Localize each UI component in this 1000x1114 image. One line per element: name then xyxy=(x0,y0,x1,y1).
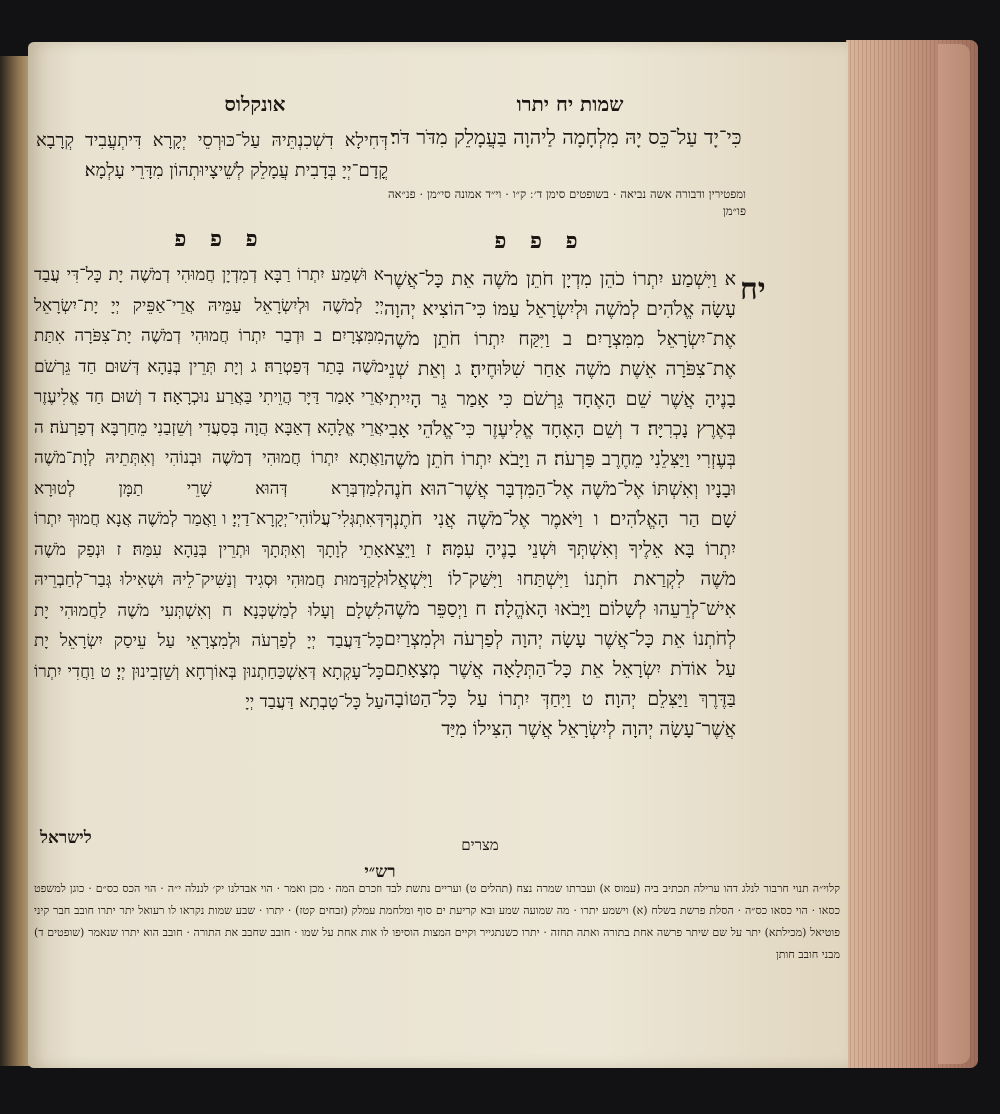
chapter-number: יח xyxy=(740,272,766,307)
top-verse-targum: דְּחִילָא דִשְׁכִנְתֵּיהּ עַל־כּוּרְסֵי יְקָרָא דִּיתְעֲבִיד קְרָבָא קֳדָם־יְיָ בְּדָבִית עֲמָלֵק לְשֵׁיצָיוּתְהוֹן מִדָּרֵי עָלְמָא׃ xyxy=(36,130,388,181)
top-verse-hebrew: כִּי־יָד עַל־כֵּס יָהּ מִלְחָמָה לַיהוָה בַּעֲמָלֵק מִדֹּר דֹּר׃ xyxy=(390,125,742,149)
running-header-left: אונקלוס xyxy=(224,92,286,116)
main-targum-column: א וּשְׁמַע יִתְרוֹ רַבָּא דְמִדְיָן חֲמוּהִי דְמֹשֶׁה יָת כָּל־דִּי עֲבַד יְיָ לְמֹשֶׁה וּלְיִשְׂרָאֵל עַמֵּיהּ אֲרֵי־אַפֵּיק יְיָ יָת־יִשְׂרָאֵל מִמִּצְרָיִם׃ ב וּדְבַר יִתְרוֹ חֲמוּהִי דְמֹשֶׁה יָת־צִפֹּרָה אִתַּת מֹשֶׁה בָּתַר דְּפַטְרַהּ׃ ג וְיָת תְּרֵין בְּנַהָא דְּשׁוּם חַד גֵּרְשֹׁם אֲרֵי אָמַר דַּיָּר הֲוֵיתִי בַּאֲרַע נוּכְרָאָה׃ ד וְשׁוּם חַד אֱלִיעֶזֶר אֲרֵי אֱלָהָא דְאַבָּא הֲוָה בְּסַעֲדִי וְשֵׁזְבַנִי מֵחַרְבָּא דְפַרְעֹה׃ ה וַאֲתָא יִתְרוֹ חֲמוּהִי דְמֹשֶׁה וּבְנוֹהִי וְאִתְּתֵיהּ לְוָת־מֹשֶׁה לְמַדְבְּרָא דְּהוּא שָׁרֵי תַמָּן לְטוּרָא דְּאִתְגְּלִי־עֲלוֹהִי־יְקָרָא־דַיְיָ׃ ו וַאֲמַר לְמֹשֶׁה אֲנָא חֲמוּךְ יִתְרוֹ אָתֵי לְוָתָךְ וְאִתְּתָךְ וּתְרֵין בְּנַהָא עִמַּהּ׃ ז וּנְפַק מֹשֶׁה לְקַדָּמוּת חֲמוּהִי וּסְגִיד וְנַשִּׁיק־לֵיהּ וּשְׁאִילוּ גְּבַר־לְחַבְרֵיהּ לִשְׁלָם וְעָלוּ לְמַשְׁכְּנָא׃ ח וְאִשְׁתְּעִי מֹשֶׁה לַחֲמוּהִי יָת כָּל־דַּעֲבַד יְיָ לְפַרְעֹה וּלְמִצְרָאֵי עַל עֵיסַק יִשְׂרָאֵל יָת כָּל־עָקְתָא דְּאַשְׁכַּחַתְנוּן בְּאוֹרְחָא וְשֵׁזְבִינוּן יְיָ׃ ט וַחֲדִי יִתְרוֹ עַל כָּל־טָבְתָא דַּעֲבַד יְיָ xyxy=(34,265,384,712)
left-page-edge xyxy=(0,56,30,1066)
catchword-left: לישראל xyxy=(40,828,92,848)
separator-right: פ פ פ xyxy=(494,228,586,254)
separator-left: פ פ פ xyxy=(174,226,266,252)
catchword-right: מצרים xyxy=(461,836,499,854)
haftara-note xyxy=(388,186,746,220)
fore-edge-inner xyxy=(938,44,970,1064)
rashi-title: רש״י xyxy=(364,862,396,882)
rashi-commentary: קלוי״ה תנוי חר‏בור לנלג דהו ערילה תכתיב ביה (עמוס א) ועברתו שמרה נצח (תהלים ט) ועריים נתשת לבד וזכרם המה · מכן ואמר · הוי אבדלנו יק׳ לננלה י״ה · הוי הכס כס״ם · כוגן למשפט כסאו · הוי כסאו כס״ה · הסלת פרשת בשלח (א) וישמע יתרו · מה שמועה שמע ובא קריעת ים סוף ומלחמת עמלק (זבחים קטז) · יתרו · שבע שמות נקראו לו רעואל יתר יתרו חובב חבר קיני פוטיאל (מכילתא) יתר על שם שיתר פרשה אחת בתורה ואתה תחזה · יתרו כשנתגייר וקיים המצות הוסיפו לו אות אחת על שמו · חובב שחבב את התורה · חובב הוא יתרו שנאמר (שופטים ד) מבני חובב חותן xyxy=(34,882,840,961)
main-hebrew-column: א וַיִּשְׁמַע יִתְרוֹ כֹהֵן מִדְיָן חֹתֵן מֹשֶׁה אֵת כָּל־אֲשֶׁר עָשָׂה אֱלֹהִים לְמֹשֶׁה וּלְיִשְׂרָאֵל עַמּוֹ כִּי־הוֹצִיא יְהוָה אֶת־יִשְׂרָאֵל מִמִּצְרָיִם׃ ב וַיִּקַּח יִתְרוֹ חֹתֵן מֹשֶׁה אֶת־צִפֹּרָה אֵשֶׁת מֹשֶׁה אַחַר שִׁלּוּחֶיהָ׃ ג וְאֵת שְׁנֵי בָנֶיהָ אֲשֶׁר שֵׁם הָאֶחָד גֵּרְשֹׁם כִּי אָמַר גֵּר הָיִיתִי בְּאֶרֶץ נָכְרִיָּה׃ ד וְשֵׁם הָאֶחָד אֱלִיעֶזֶר כִּי־אֱלֹהֵי אָבִי בְּעֶזְרִי וַיַּצִּלֵנִי מֵחֶרֶב פַּרְעֹה׃ ה וַיָּבֹא יִתְרוֹ חֹתֵן מֹשֶׁה וּבָנָיו וְאִשְׁתּוֹ אֶל־מֹשֶׁה אֶל־הַמִּדְבָּר אֲשֶׁר־הוּא חֹנֶה שָׁם הַר הָאֱלֹהִים׃ ו וַיֹּאמֶר אֶל־מֹשֶׁה אֲנִי חֹתֶנְךָ יִתְרוֹ בָּא אֵלֶיךָ וְאִשְׁתְּךָ וּשְׁנֵי בָנֶיהָ עִמָּהּ׃ ז וַיֵּצֵא מֹשֶׁה לִקְרַאת חֹתְנוֹ וַיִּשְׁתַּחוּ וַיִּשַּׁק־לוֹ וַיִּשְׁאֲלוּ אִישׁ־לְרֵעֵהוּ לְשָׁלוֹם וַיָּבֹאוּ הָאֹהֱלָה׃ ח וַיְסַפֵּר מֹשֶׁה לְחֹתְנוֹ אֵת כָּל־אֲשֶׁר עָשָׂה יְהוָה לְפַרְעֹה וּלְמִצְרַיִם עַל אוֹדֹת יִשְׂרָאֵל אֵת כָּל־הַתְּלָאָה אֲשֶׁר מְצָאָתַם בַּדֶּרֶךְ וַיַּצִּלֵם יְהוָה׃ ט וַיִּחַדְּ יִתְרוֹ עַל כָּל־הַטּוֹבָה אֲשֶׁר־עָשָׂה יְהוָה לְיִשְׂרָאֵל אֲשֶׁר הִצִּילוֹ מִיַּד xyxy=(384,268,736,740)
haftara-note-text: ומפטירין ודבורה אשה נביאה · בשופטים סימן ד׳ ׃ ק״ו · וי״ד אמונה סי״מן · פנ״אה פו״מן xyxy=(388,187,746,218)
running-header-right: שמות יח יתרו xyxy=(516,92,624,116)
